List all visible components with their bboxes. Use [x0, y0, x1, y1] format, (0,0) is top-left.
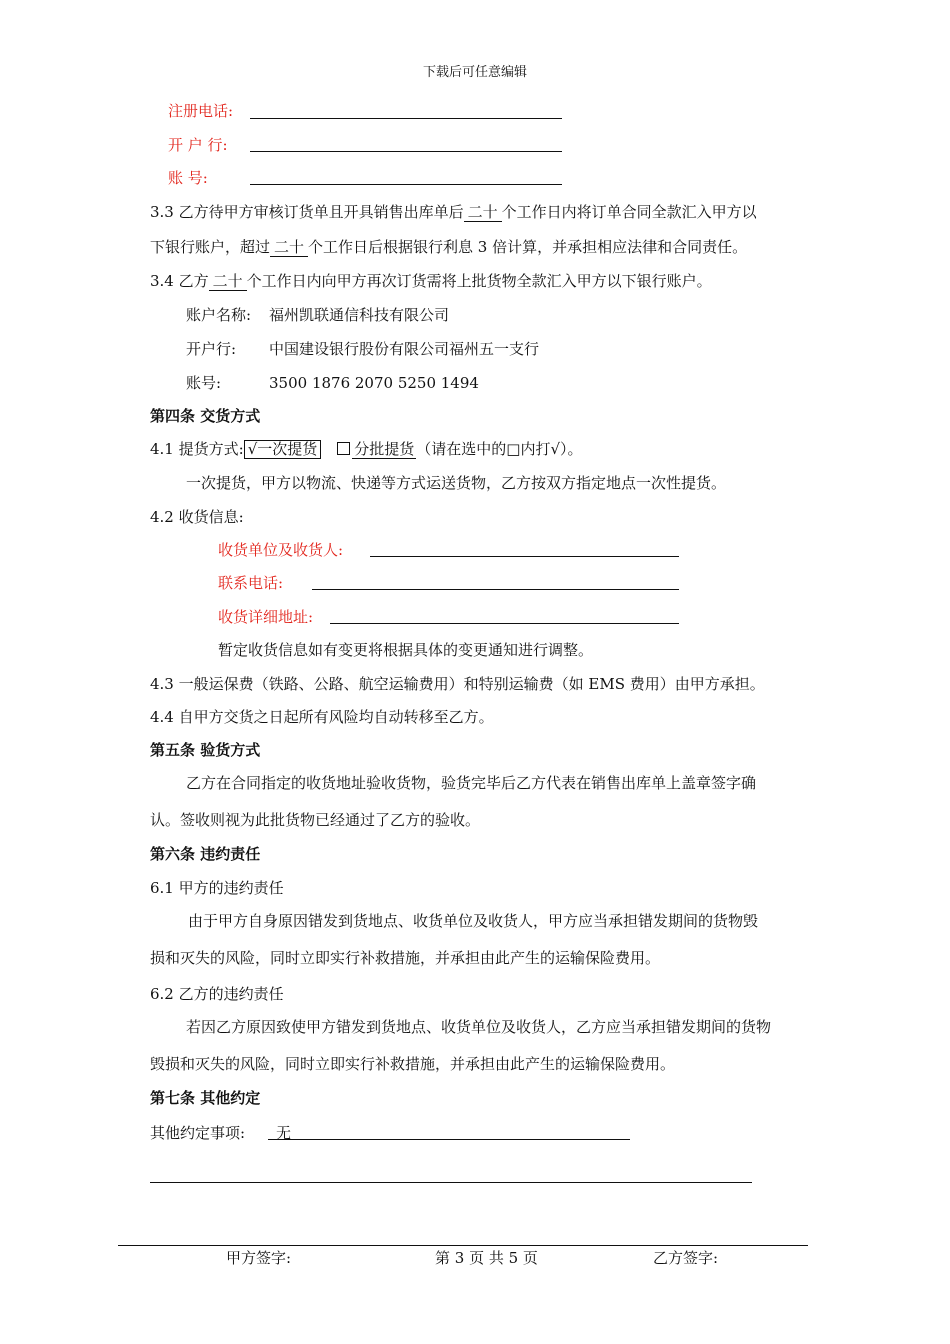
checkbox-icon[interactable]: [337, 442, 350, 455]
opening-bank-label: 开 户 行:: [168, 136, 228, 154]
registered-phone-blank[interactable]: [250, 118, 562, 119]
party-b-signature-label: 乙方签字:: [653, 1249, 719, 1267]
account-no-value: 3500 1876 2070 5250 1494: [269, 374, 479, 392]
clause-3-3-line1: [150, 202, 757, 222]
account-number-blank[interactable]: [250, 184, 562, 185]
section-6-title: 第六条 违约责任: [150, 845, 261, 863]
party-a-signature-label: 甲方签字:: [226, 1249, 292, 1267]
section-6-2-line2: 毁损和灭失的风险，同时立即实行补救措施，并承担由此产生的运输保险费用。: [150, 1055, 676, 1073]
account-bank-label: 开户行:: [186, 340, 237, 358]
other-terms-underline: [268, 1139, 630, 1140]
other-terms-value[interactable]: 无: [276, 1124, 292, 1142]
clause-3-3-line2-prefix: 下银行账户，超过: [150, 238, 271, 256]
clause-4-2-label: 4.2 收货信息:: [150, 508, 244, 526]
registered-phone-label: 注册电话:: [168, 102, 234, 120]
clause-4-1-hint: （请在选中的□内打√）。: [416, 440, 583, 458]
opening-bank-blank[interactable]: [250, 151, 562, 152]
section-6-2-title: 6.2 乙方的违约责任: [150, 985, 284, 1003]
page-number: 第 3 页 共 5 页: [435, 1249, 538, 1267]
section-6-1-line2: 损和灭失的风险，同时立即实行补救措施，并承担由此产生的运输保险费用。: [150, 949, 661, 967]
section-6-2-line1: 若因乙方原因致使甲方错发到货地点、收货单位及收货人，乙方应当承担错发期间的货物: [186, 1018, 772, 1036]
section-5-line2: 认。签收则视为此批货物已经通过了乙方的验收。: [150, 811, 481, 829]
footer-divider: [118, 1245, 808, 1246]
clause-3-3-days: 二十: [464, 203, 502, 222]
clause-4-1: [150, 439, 583, 459]
clause-4-4: 4.4 自甲方交货之日起所有风险均自动转移至乙方。: [150, 708, 494, 726]
section-5-line1: 乙方在合同指定的收货地址验收货物，验货完毕后乙方代表在销售出库单上盖章签字确: [186, 774, 757, 792]
receiver-unit-blank[interactable]: [370, 556, 679, 557]
section-4-title: 第四条 交货方式: [150, 407, 261, 425]
clause-3-3-line2: [150, 237, 747, 257]
clause-3-4-prefix: 3.4 乙方: [150, 272, 209, 290]
clause-3-4: [150, 271, 712, 291]
clause-4-2-note: 暂定收货信息如有变更将根据具体的变更通知进行调整。: [218, 641, 594, 659]
batch-pickup-option[interactable]: 分批提货: [354, 440, 415, 458]
section-5-title: 第五条 验货方式: [150, 741, 261, 759]
clause-4-1-label: 4.1 提货方式:: [150, 440, 244, 458]
account-name-value: 福州凯联通信科技有限公司: [269, 306, 450, 324]
one-time-pickup-option[interactable]: √一次提货: [244, 440, 322, 459]
clause-3-3-prefix: 3.3 乙方待甲方审核订货单且开具销售出库单后: [150, 203, 464, 221]
clause-3-4-suffix: 个工作日内向甲方再次订货需将上批货物全款汇入甲方以下银行账户。: [246, 272, 712, 290]
receiver-unit-label: 收货单位及收货人:: [218, 541, 344, 559]
section-6-1-line1: 由于甲方自身原因错发到货地点、收货单位及收货人，甲方应当承担错发期间的货物毁: [188, 912, 759, 930]
other-terms-label: 其他约定事项:: [150, 1124, 246, 1142]
clause-3-3-days2: 二十: [270, 238, 308, 257]
receiver-address-blank[interactable]: [330, 623, 679, 624]
section-7-title: 第七条 其他约定: [150, 1089, 261, 1107]
clause-3-4-days: 二十: [209, 272, 247, 291]
clause-3-3-line2-suffix: 个工作日后根据银行利息 3 倍计算，并承担相应法律和合同责任。: [308, 238, 748, 256]
other-terms-extra-line[interactable]: [150, 1182, 752, 1183]
clause-4-1-description: 一次提货，甲方以物流、快递等方式运送货物，乙方按双方指定地点一次性提货。: [186, 474, 727, 492]
contact-phone-label: 联系电话:: [218, 574, 284, 592]
contact-phone-blank[interactable]: [312, 589, 679, 590]
account-no-label: 账号:: [186, 374, 222, 392]
account-name-label: 账户名称:: [186, 306, 252, 324]
receiver-address-label: 收货详细地址:: [218, 608, 314, 626]
account-bank-value: 中国建设银行股份有限公司福州五一支行: [269, 340, 540, 358]
section-6-1-title: 6.1 甲方的违约责任: [150, 879, 284, 897]
clause-3-3-mid: 个工作日内将订单合同全款汇入甲方以: [501, 203, 757, 221]
clause-4-3: 4.3 一般运保费（铁路、公路、航空运输费用）和特别运输费（如 EMS 费用）由甲方承担。: [150, 675, 765, 693]
page-header-note: 下载后可任意编辑: [422, 65, 527, 80]
account-number-label: 账 号:: [168, 169, 208, 187]
